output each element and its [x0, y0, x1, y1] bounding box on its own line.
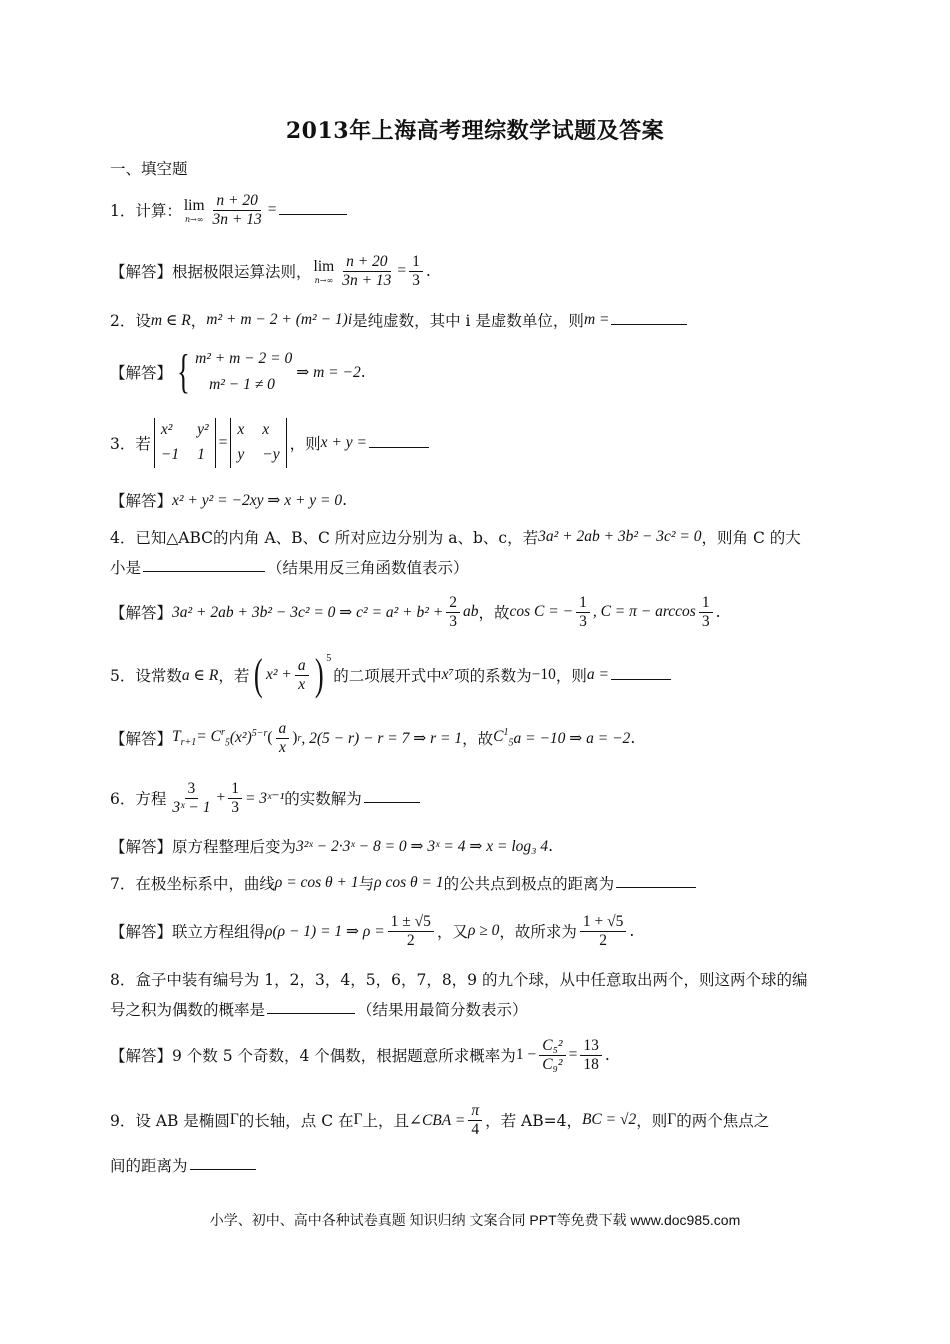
fraction: $\frac{1}{3}$	[699, 594, 713, 631]
answer-blank	[616, 886, 696, 888]
determinant-1: x² y² −1 1	[154, 418, 216, 468]
answer-blank	[143, 570, 265, 572]
answer-blank	[364, 801, 420, 803]
answer-7: 【解答】 联立方程组得 ρ(ρ − 1) = 1 ⇒ ρ = $\frac{1 \pm √5}{2}$ ，又 ρ ≥ 0 ，故所求为 $\frac{1 + √5}{2}$ .	[110, 912, 635, 949]
section-heading: 一、填空题	[110, 160, 188, 178]
page-footer: 小学、初中、高中各种试卷真题 知识归纳 文案合同 PPT等免费下载 www.doc985.com	[209, 1212, 741, 1228]
answer-blank	[611, 678, 671, 680]
question-7: 7．在极坐标系中，曲线 ρ = cos θ + 1 与 ρ cos θ = 1 的公共点到极点的距离为	[110, 863, 698, 903]
answer-3: 【解答】 x² + y² = −2xy ⇒ x + y = 0 .	[110, 491, 348, 510]
answer-2: 【解答】 { m² + m − 2 = 0 m² − 1 ≠ 0 ⇒ m = −2 .	[110, 345, 366, 398]
answer-1: 【解答】 根据极限运算法则， lim n→∞ $\frac{n + 20}{3n + 13}$ = $\frac{1}{3}$ .	[110, 252, 431, 289]
question-4-cont: 小是 （结果用反三角函数值表示）	[110, 559, 469, 577]
question-6: 6．方程 $\frac{3}{\text{3ˣ − 1}}$ + $\frac{1}{3}$ = 3ˣ⁻¹ 的实数解为	[110, 778, 422, 818]
fraction: $\frac{n + 20}{3n + 13}$	[212, 191, 262, 228]
fraction: $\frac{a}{x}$	[276, 720, 290, 757]
question-9: 9．设 AB 是椭圆 Γ 的长轴，点 C 在 Γ 上，且 ∠CBA = $\frac{\pi}{4}$ ，若 AB=4， BC = √2 ，则 Γ 的两个焦点之	[110, 1101, 770, 1138]
limit-operator: lim n→∞	[183, 196, 205, 224]
answer-6: 【解答】 原方程整理后变为 3²ˣ − 2·3ˣ − 8 = 0 ⇒ 3ˣ = 4 ⇒ x = log₃ 4 .	[110, 837, 554, 856]
determinant-2: x x y −y	[230, 418, 286, 468]
limit-operator: lim n→∞	[313, 257, 335, 285]
question-8: 8．盒子中装有编号为 1，2，3，4，5，6，7，8，9 的九个球，从中任意取出两个，则这两个球的编	[110, 971, 808, 989]
fraction: $\frac{1}{3}$	[409, 253, 423, 290]
answer-blank	[369, 446, 429, 448]
answer-5: 【解答】 $T_{r+1}$ = $C^r_5$ $(x^2)^{5-r}$ ( $\frac{a}{x}$ ) r , 2(5 − r) − r = 7 ⇒ r = 1 ，故 $C^1_5$ a = −10 ⇒ a = −2 .	[110, 719, 636, 756]
question-2: 2．设 m ∈ R ， m² + m − 2 + (m² − 1)i 是纯虚数，其中 i 是虚数单位，则 m =	[110, 300, 689, 340]
fraction: $\frac{3}{\text{3ˣ − 1}}$	[172, 779, 211, 816]
fraction: $\frac{1 \pm √5}{2}$	[388, 913, 434, 950]
answer-blank	[611, 323, 687, 325]
answer-4: 【解答】 3a² + 2ab + 3b² − 3c² = 0 ⇒ c² = a² + b² + $\frac{2}{3}$ ab ，故 cos C = − $\frac{1}{3}$ , C = π − arccos $\frac{1}{3}$ .	[110, 593, 721, 630]
fraction: $\frac{1}{3}$	[228, 780, 242, 817]
answer-blank	[279, 213, 347, 215]
question-1: 1．计算： lim n→∞ $\frac{n + 20}{3n + 13}$ =	[110, 190, 349, 230]
page-title: 2013年上海高考理综数学试题及答案	[285, 118, 665, 144]
question-9-cont: 间的距离为	[110, 1145, 258, 1185]
question-3: 3．若 x² y² −1 1 = x x y −y ，则 x + y =	[110, 423, 431, 463]
fraction: $\frac{n + 20}{3n + 13}$	[342, 252, 392, 289]
fraction: $\frac{1 + √5}{2}$	[580, 913, 627, 950]
fraction: $\frac{1}{3}$	[576, 594, 590, 631]
question-8-cont: 号之积为偶数的概率是 （结果用最简分数表示）	[110, 1001, 528, 1019]
answer-blank	[267, 1012, 355, 1014]
fraction: $\frac{13}{18}$	[580, 1037, 602, 1074]
fraction: $\frac{\text{C₅²}}{\text{C₉²}}$	[539, 1037, 565, 1074]
binomial-expression: ( x² + $\frac{a}{x}$ ) $^5$	[254, 650, 332, 699]
question-4: 4．已知△ABC的内角 A、B、C 所对应边分别为 a、b、c，若 3a² + 2ab + 3b² − 3c² = 0 ，则角 C 的大	[110, 528, 801, 547]
question-5: 5．设常数 a ∈ R ，若 ( x² + $\frac{a}{x}$ ) $^5$ 的二项展开式中 x⁷ 项的系数为 −10 ，则 a =	[110, 655, 673, 695]
equation-system: { m² + m − 2 = 0 m² − 1 ≠ 0	[177, 345, 293, 398]
answer-8: 【解答】 9 个数 5 个奇数，4 个偶数，根据题意所求概率为 1 − $\frac{\text{C₅²}}{\text{C₉²}}$ = $\frac{13}{18}$ .	[110, 1036, 610, 1073]
answer-blank	[190, 1168, 256, 1170]
fraction: $\frac{2}{3}$	[446, 594, 460, 631]
fraction: $\frac{\pi}{4}$	[468, 1102, 482, 1139]
